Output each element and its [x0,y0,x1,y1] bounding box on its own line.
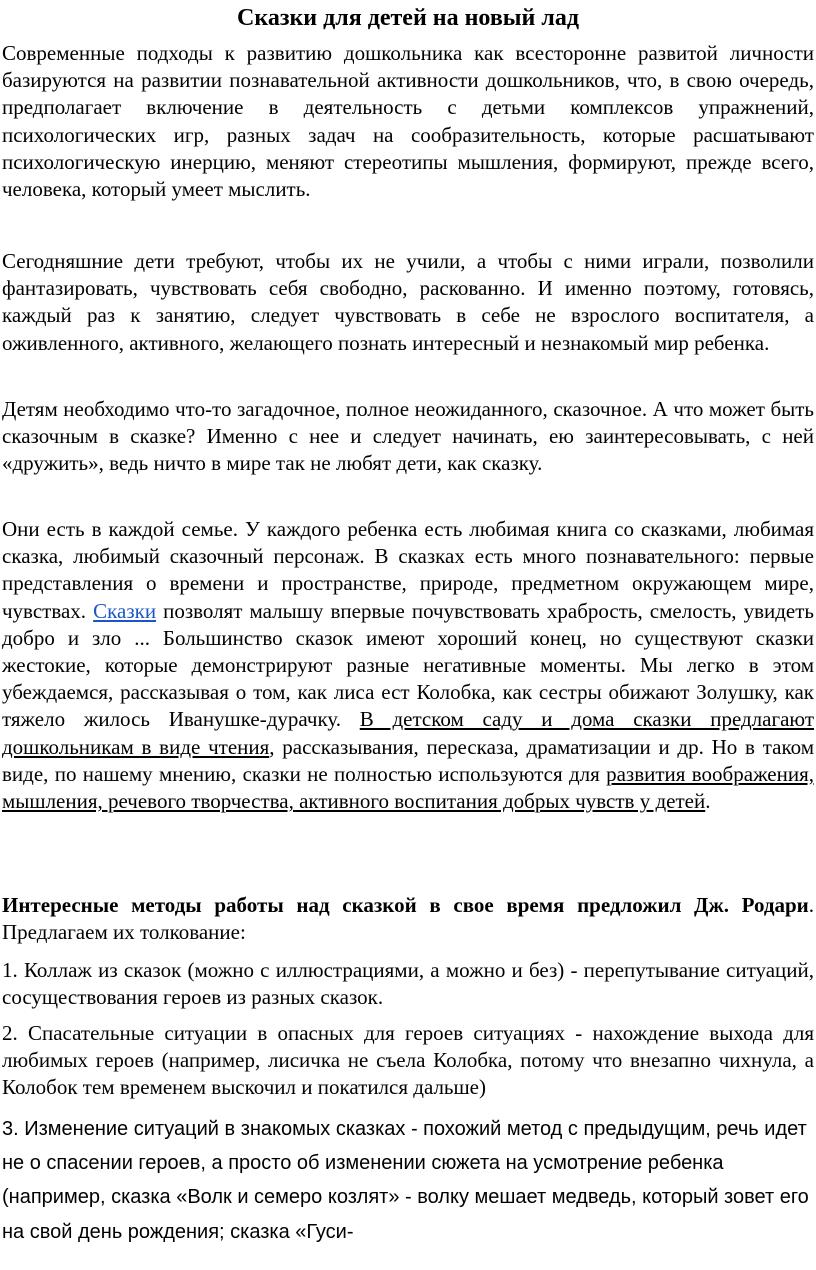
document-title: Сказки для детей на новый лад [237,5,579,31]
paragraph-3: Детям необходимо что-то загадочное, полное неожиданного, сказочное. А что может быть сказочным в сказке? Именно с нее и следует начинать, ею заинтересовывать, с ней «дружить», ведь ничто в мире так не любят дети, как сказку. [2,397,814,476]
fairy-tales-link[interactable]: Сказки [93,598,157,623]
paragraph-4-underline-1: В детском саду и дома сказки предлагают дошкольникам в виде чтения [2,707,815,759]
paragraph-4-underline-2: развития воображения, мышления, речевого творчества, активного воспитания добрых чувств у детей [2,761,815,814]
paragraph-4-text-1: Они есть в каждой семье. У каждого ребенка есть любимая книга со сказками, любимая сказка, любимый сказочный персонаж. В сказках есть много познавательного: первые представления о времени и пространстве, природе, предметном окружающем мире, чувствах. [2,517,814,623]
paragraph-2: Сегодняшние дети требуют, чтобы их не учили, а чтобы с ними играли, позволили фантазировать, чувствовать себя свободно, раскованно. И именно поэтому, готовясь, каждый раз к занятию, следует чувствовать в себе не взрослого воспитателя, а оживленного, активного, желающего познать интересный и незнакомый мир ребенка. [2,249,814,355]
paragraph-4-text-4: . [705,789,711,814]
paragraph-4-text-2: позволят малышу впервые почувствовать храбрость, смелость, увидеть добро и зло ... Большинство сказок имеют хороший конец, но существуют сказки жестокие, которые демонстрируют разные негативные моменты. Мы легко в этом убеждаемся, рассказывая о том, как лиса ест Колобка, как сестры обижают Золушку, как тяжело жилось Иванушке-дурачку. [2,598,815,732]
paragraph-5-bold: Интересные методы работы над сказкой в свое время предложил Дж. Родари [2,893,809,917]
paragraph-4 [2,516,814,815]
paragraph-1: Современные подходы к развитию дошкольника как всесторонне развитой личности базируются на развитии познавательной активности дошкольников, что, в свою очередь, предполагает включение в деятельность с детьми комплексов упражнений, психологических игр, разных задач на сообразительность, которые расшатывают психологическую инерцию, меняют стереотипы мышления, формируют, прежде всего, человека, который умеет мыслить. [2,41,814,202]
list-item-2: 2. Спасательные ситуации в опасных для героев ситуациях - нахождение выхода для любимых героев (например, лисичка не съела Колобка, потому что внезапно чихнула, а Колобок тем временем выскочил и покатился дальше) [2,1021,814,1100]
paragraph-5-rest: . Предлагаем их толкование: [2,893,814,945]
list-item-3: 3. Изменение ситуаций в знакомых сказках - похожий метод с предыдущим, речь идет не о спасении героев, а просто об изменении сюжета на усмотрение ребенка (например, сказка «Волк и семеро козлят» - волку мешает медведь, который зовет его на свой день рождения; сказка «Гуси- [2,1118,809,1243]
list-item-1: 1. Коллаж из сказок (можно с иллюстрациями, а можно и без) - перепутывание ситуаций, сосуществования героев из разных сказок. [2,958,814,1010]
paragraph-4-text-3: , рассказывания, пересказа, драматизации и др. Но в таком виде, по нашему мнению, сказки не полностью используются для [2,734,814,786]
paragraph-5 [2,892,814,946]
